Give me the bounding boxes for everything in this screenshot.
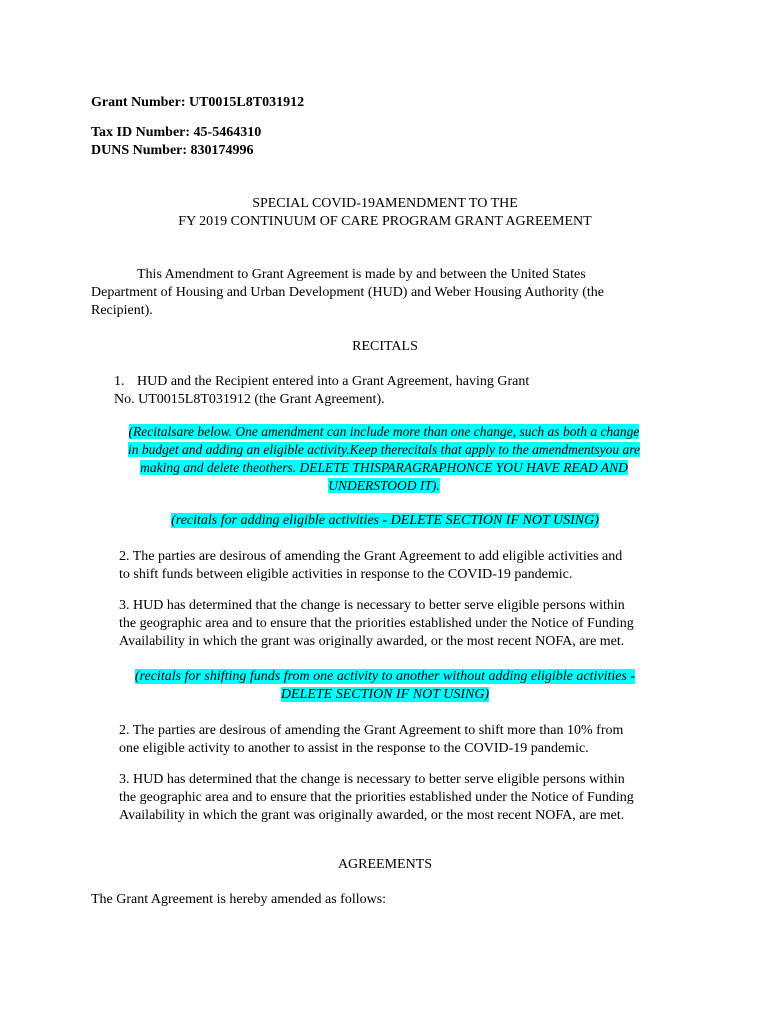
recital-a3-line-1: 3. HUD has determined that the change is necessary to better serve eligible persons within <box>119 598 625 613</box>
recital-a3-line-2: the geographic area and to ensure that the priorities established under the Notice of Funding <box>119 616 634 631</box>
section-a-label <box>0 512 770 530</box>
recital-a2-line-2: to shift funds between eligible activities in response to the COVID-19 pandemic. <box>119 567 573 582</box>
grant-number: Grant Number: UT0015L8T031912 <box>91 95 305 110</box>
section-b-label <box>0 668 770 704</box>
instruction-paragraph <box>80 423 688 495</box>
recital-1-line-1: HUD and the Recipient entered into a Grant Agreement, having Grant <box>137 374 530 389</box>
recital-1-number: 1. <box>114 374 125 389</box>
section-a-label-text: (recitals for adding eligible activities - DELETE SECTION IF NOT USING) <box>171 513 599 528</box>
intro-line-1: This Amendment to Grant Agreement is made by and between the United States <box>137 267 586 282</box>
recital-a2-line-1: 2. The parties are desirous of amending the Grant Agreement to add eligible activities and <box>119 549 623 564</box>
recital-b2-line-1: 2. The parties are desirous of amending the Grant Agreement to shift more than 10% from <box>119 723 624 738</box>
title-line-2: FY 2019 CONTINUUM OF CARE PROGRAM GRANT AGREEMENT <box>178 214 592 229</box>
recital-b2-line-2: one eligible activity to another to assist in the response to the COVID-19 pandemic. <box>119 741 589 756</box>
instruction-line-1: (Recitalsare below. One amendment can include more than one change, such as both a change <box>128 424 640 439</box>
instruction-line-2: in budget and adding an eligible activity.Keep therecitals that apply to the amendmentsyou are <box>128 442 640 457</box>
recital-b3-line-2: the geographic area and to ensure that the priorities established under the Notice of Funding <box>119 790 634 805</box>
intro-line-2: Department of Housing and Urban Development (HUD) and Weber Housing Authority (the <box>91 285 604 300</box>
agreements-intro: The Grant Agreement is hereby amended as follows: <box>91 892 387 907</box>
section-b-label-line-2: DELETE SECTION IF NOT USING) <box>280 687 490 702</box>
tax-id-number: Tax ID Number: 45-5464310 <box>91 125 262 140</box>
intro-line-3: Recipient). <box>91 303 153 318</box>
instruction-line-4: UNDERSTOOD IT). <box>328 478 440 493</box>
recital-1-line-2: No. UT0015L8T031912 (the Grant Agreement). <box>114 392 385 407</box>
recital-b3-line-3: Availability in which the grant was originally awarded, or the most recent NOFA, are met. <box>119 808 625 823</box>
title-line-1: SPECIAL COVID-19AMENDMENT TO THE <box>252 196 518 211</box>
instruction-line-3: making and delete theothers. DELETE THISPARAGRAPHONCE YOU HAVE READ AND <box>140 460 628 475</box>
recital-a3-line-3: Availability in which the grant was originally awarded, or the most recent NOFA, are met. <box>119 634 625 649</box>
agreements-heading: AGREEMENTS <box>337 857 433 872</box>
section-b-label-line-1: (recitals for shifting funds from one activity to another without adding eligible activities - <box>134 669 636 684</box>
duns-number: DUNS Number: 830174996 <box>91 143 254 158</box>
recitals-heading: RECITALS <box>352 339 418 354</box>
recital-b3-line-1: 3. HUD has determined that the change is necessary to better serve eligible persons within <box>119 772 625 787</box>
